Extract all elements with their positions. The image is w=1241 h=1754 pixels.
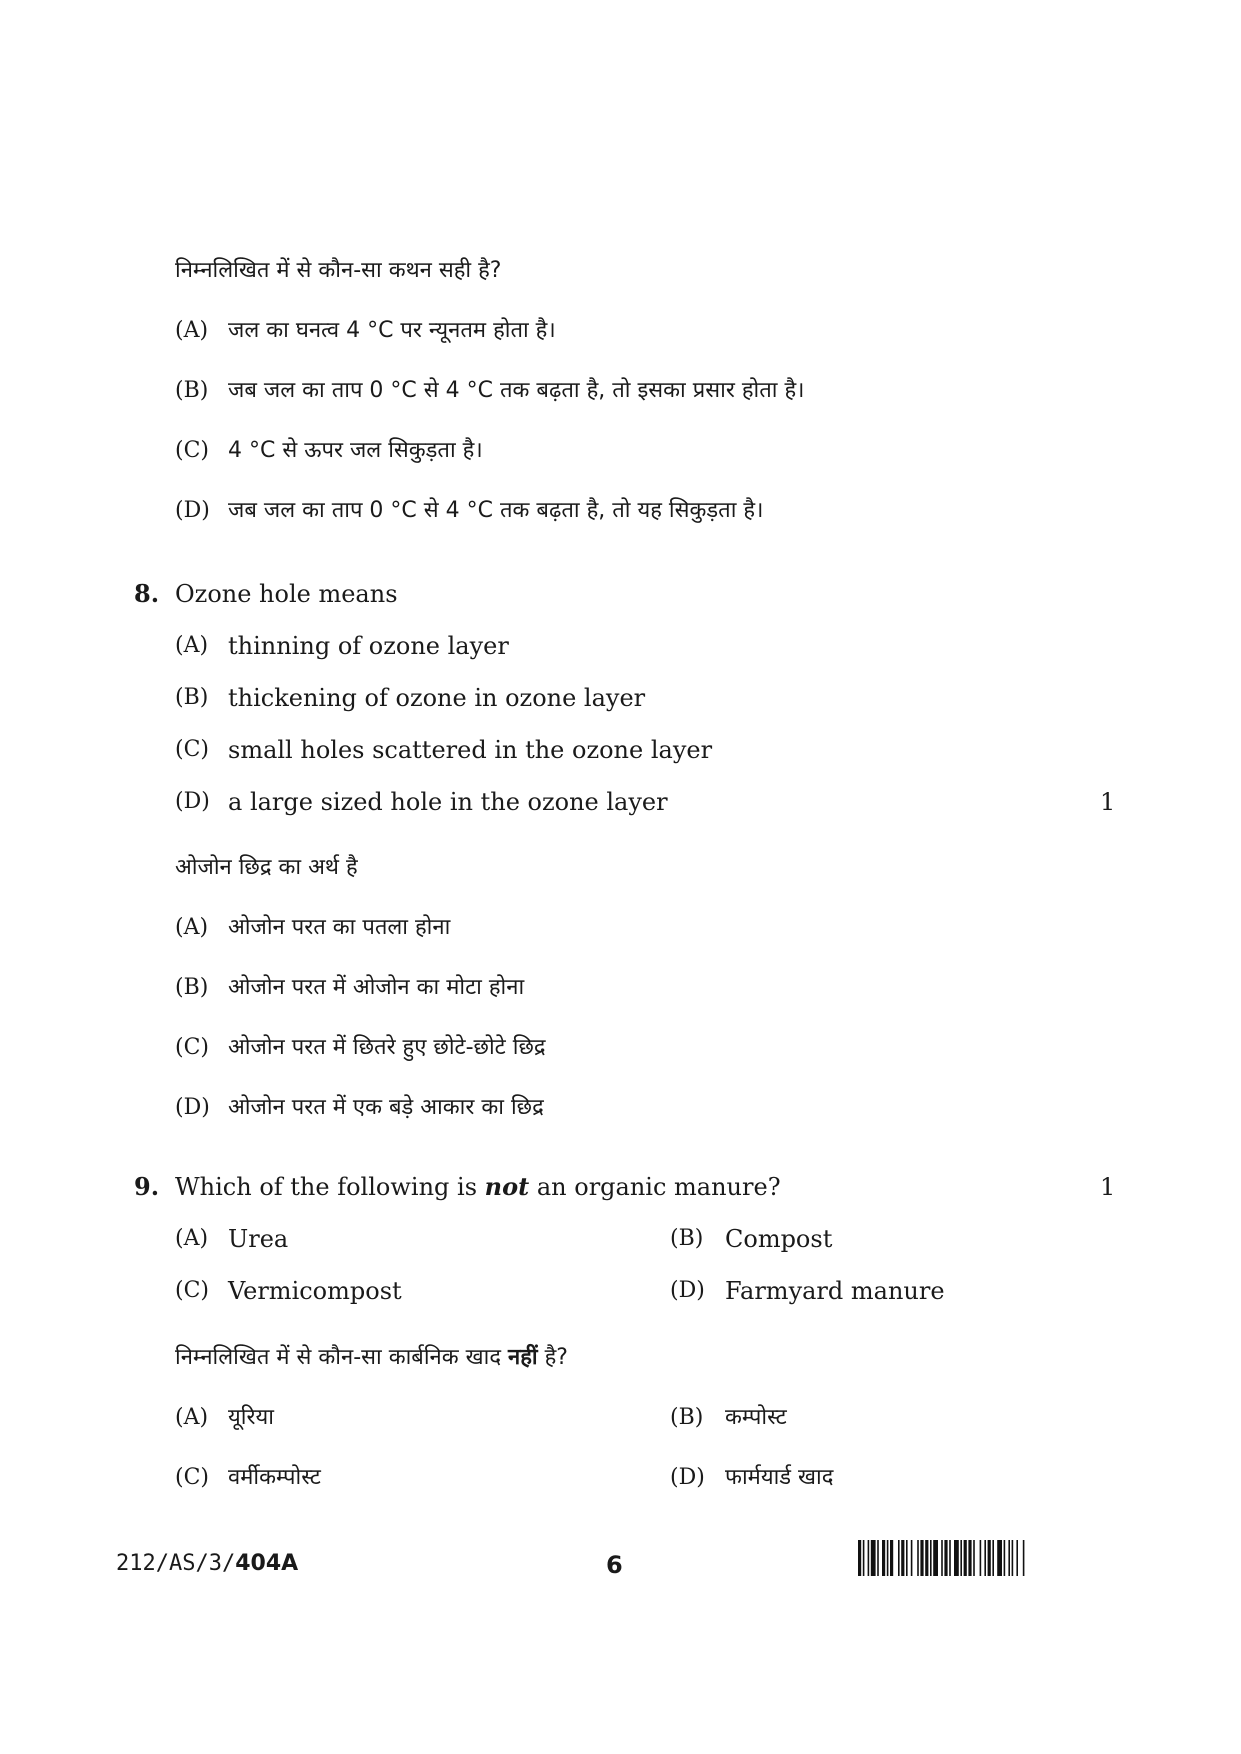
q9-option-c-label: (C): [175, 1278, 209, 1303]
q8-hindi-option-a: ओजोन परत का पतला होना: [228, 915, 451, 940]
q9-stem-after: an organic manure?: [536, 1173, 781, 1201]
q9-option-b: Compost: [725, 1225, 833, 1253]
q9-hindi-option-a-label: (A): [175, 1405, 209, 1430]
q8-option-b-label: (B): [175, 685, 209, 710]
q8-hindi-option-a-label: (A): [175, 915, 209, 940]
paper-code-bold: 404A: [235, 1551, 299, 1576]
q9-hindi-option-c: वर्मीकम्पोस्ट: [228, 1465, 321, 1490]
q8-hindi-option-c: ओजोन परत में छितरे हुए छोटे-छोटे छिद्र: [228, 1035, 546, 1060]
q9-hindi-stem: [175, 1347, 568, 1369]
q7-hindi-option-b: जब जल का ताप 0 °C से 4 °C तक बढ़ता है, तो इसका प्रसार होता है।: [228, 378, 805, 403]
q7-hindi-option-c-label: (C): [175, 438, 209, 463]
q9-option-a-label: (A): [175, 1226, 209, 1251]
page-number: 6: [606, 1551, 623, 1579]
q9-stem-before: Which of the following is: [175, 1173, 478, 1201]
q8-option-a-label: (A): [175, 633, 209, 658]
q9-hindi-option-c-label: (C): [175, 1465, 209, 1490]
q7-hindi-option-c: 4 °C से ऊपर जल सिकुड़ता है।: [228, 438, 483, 463]
q8-marks: 1: [1100, 788, 1116, 816]
q7-hindi-option-a: जल का घनत्व 4 °C पर न्यूनतम होता है।: [228, 318, 556, 343]
q7-hindi-option-d: जब जल का ताप 0 °C से 4 °C तक बढ़ता है, तो यह सिकुड़ता है।: [228, 498, 764, 523]
q9-hindi-option-b-label: (B): [670, 1405, 704, 1430]
q8-hindi-option-b: ओजोन परत में ओजोन का मोटा होना: [228, 975, 525, 1000]
q8-number: 8.: [134, 579, 160, 608]
q8-option-c: small holes scattered in the ozone layer: [228, 736, 713, 764]
q9-hindi-stem-emphasis: नहीं: [508, 1345, 538, 1370]
q8-hindi-option-c-label: (C): [175, 1035, 209, 1060]
q8-option-b: thickening of ozone in ozone layer: [228, 684, 646, 712]
paper-code: [116, 1553, 298, 1575]
q9-option-d-label: (D): [670, 1278, 705, 1303]
q9-option-d: Farmyard manure: [725, 1277, 945, 1305]
q8-hindi-stem: ओजोन छिद्र का अर्थ है: [175, 855, 358, 880]
q7-hindi-stem: निम्नलिखित में से कौन-सा कथन सही है?: [175, 258, 502, 283]
q8-option-a: thinning of ozone layer: [228, 632, 509, 660]
q8-option-d-label: (D): [175, 789, 210, 814]
q9-number: 9.: [134, 1172, 160, 1201]
q9-marks: 1: [1100, 1173, 1116, 1201]
q9-stem: [175, 1172, 781, 1201]
q8-option-d: a large sized hole in the ozone layer: [228, 788, 668, 816]
q7-hindi-option-d-label: (D): [175, 498, 210, 523]
q9-hindi-stem-after: है?: [544, 1345, 568, 1370]
q9-hindi-option-a: यूरिया: [228, 1405, 274, 1430]
q7-hindi-option-b-label: (B): [175, 378, 209, 403]
q8-stem: Ozone hole means: [175, 580, 398, 608]
q9-hindi-stem-before: निम्नलिखित में से कौन-सा कार्बनिक खाद: [175, 1345, 502, 1370]
q9-option-b-label: (B): [670, 1226, 704, 1251]
paper-code-prefix: 212/AS/3/: [116, 1551, 236, 1576]
q9-option-c: Vermicompost: [228, 1277, 402, 1305]
q8-hindi-option-b-label: (B): [175, 975, 209, 1000]
q9-hindi-option-d-label: (D): [670, 1465, 705, 1490]
q7-hindi-option-a-label: (A): [175, 318, 209, 343]
q8-hindi-option-d: ओजोन परत में एक बड़े आकार का छिद्र: [228, 1095, 544, 1120]
q9-stem-emphasis: not: [484, 1172, 530, 1201]
q9-hindi-option-b: कम्पोस्ट: [725, 1405, 787, 1430]
barcode-icon: [858, 1540, 1120, 1576]
q8-option-c-label: (C): [175, 737, 209, 762]
q9-hindi-option-d: फार्मयार्ड खाद: [725, 1465, 834, 1490]
q8-hindi-option-d-label: (D): [175, 1095, 210, 1120]
q9-option-a: Urea: [228, 1225, 289, 1253]
